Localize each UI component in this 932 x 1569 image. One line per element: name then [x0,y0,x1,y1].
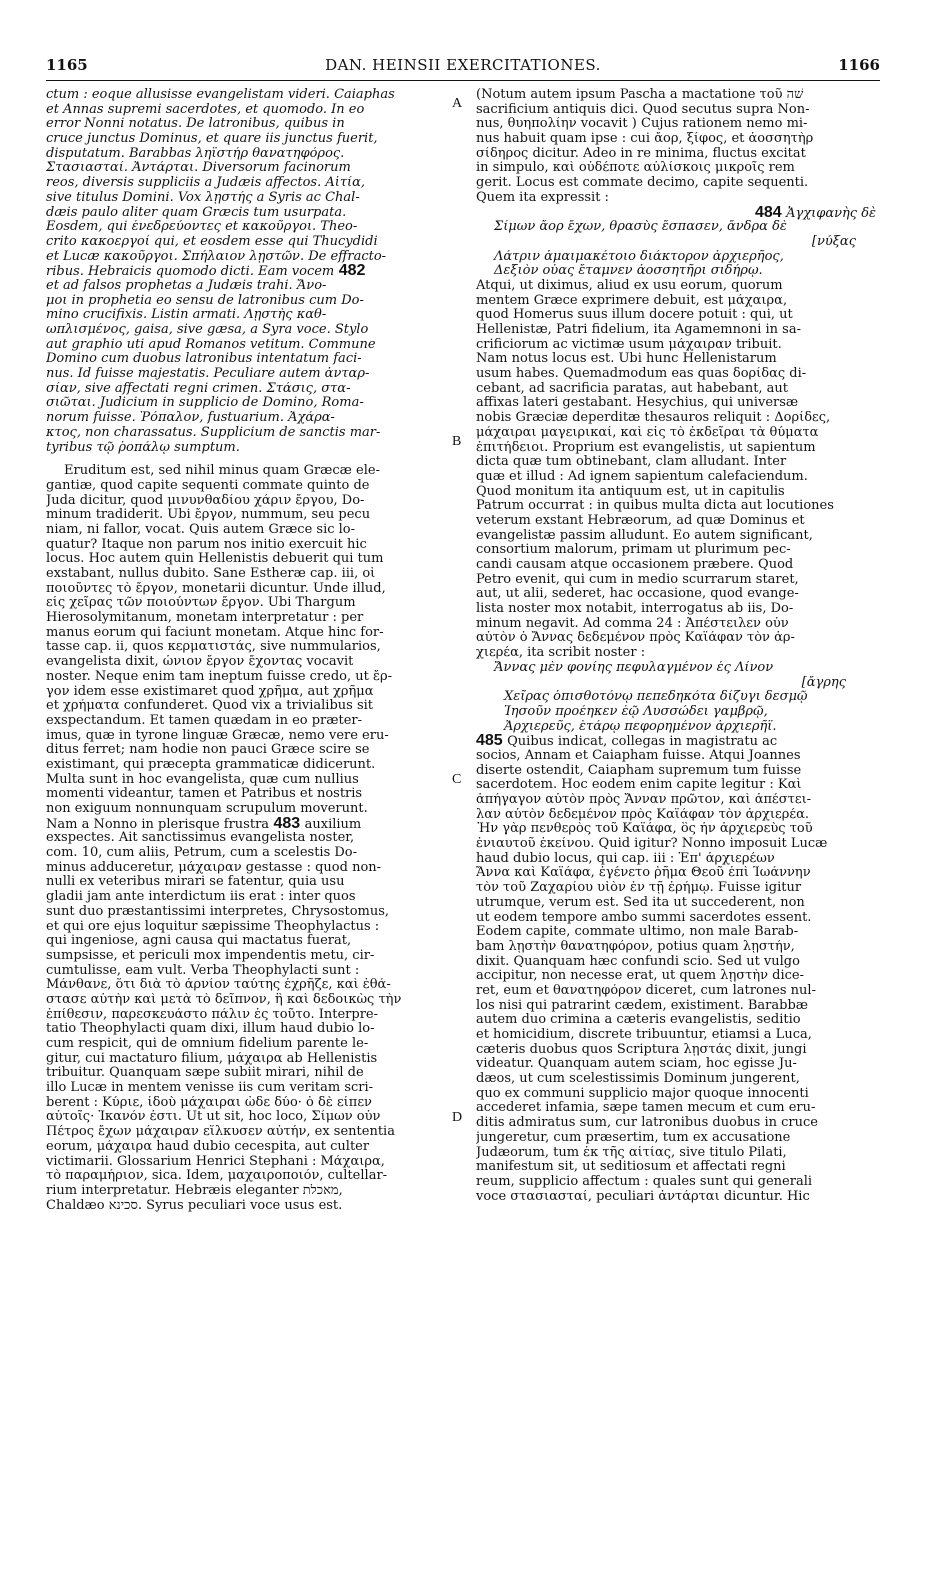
text-line: manus eorum qui faciunt monetam. Atque hinc for- [46,625,384,640]
main-text-left [46,464,446,1213]
text-line: et χρήματα confunderet. Quod vix a trivialibus sit [46,699,374,714]
text-line: σίδηρος dicitur. Adeo in re minima, fluctus excitat [476,146,806,161]
text-line: evangelistæ passim alludunt. Eo autem significant, [476,528,813,543]
text-line: consortium malorum, primam ut plurimum pec- [476,543,791,558]
note-line: ctum : eoque allusisse evangelistam videri. Caiaphas [46,88,395,102]
marginal-number-484: 484 [754,205,787,221]
note-line: ribus. Hebraicis quomodo dicti. Eam vocem 482 [46,264,366,279]
verse-quotation-2 [476,661,880,734]
text-line: gantiæ, quod capite sequenti commate quinto de [46,478,370,493]
main-text-right-3 [476,734,880,1204]
text-line: (Notum autem ipsum Pascha a mactatione τοῦ שׁה [476,88,804,102]
note-line: crito κακοεργοί qui, et eosdem esse qui Thucydidi [46,234,378,249]
text-line: evangelista dixit, ὠνιον ἔργον ἔχοντας vocavit [46,655,354,670]
text-line: usum habes. Quemadmodum eas quas δορίδας di- [476,367,807,382]
text-line: ἐνιαυτοῦ ἐκείνου. Quid igitur? Nonno imposuit Lucæ [476,837,828,852]
note-line: error Nonni notatus. De latronibus, quibus in [46,117,345,132]
text-line: minum negavit. Ad comma 24 : Ἀπέστειλεν οὖν [476,616,789,631]
page-number-right: 1166 [838,56,880,74]
text-line: γον idem esse existimaret quod χρῆμα, aut χρῆμα [46,684,374,699]
text-line: sacrificium antiquis dici. Quod secutus supra Non- [476,102,810,117]
marginal-number-483: 483 [269,816,305,832]
text-line: ut eodem tempore ambo summi sacerdotes essent. [476,910,812,925]
text-line: cumtulisse, eam vult. Verba Theophylacti sunt : [46,963,360,978]
text-line: videatur. Quanquam autem sciam, hoc egisse Ju- [476,1057,797,1072]
verse-line: Ἄννας μὲν φονίης πεφυλαγμένον ἐς Λίνον [494,660,774,675]
text-line: Hierosolymitanum, monetam interpretatur : per [46,611,364,626]
note-line: et ad falsos prophetas a Judæis trahi. Ἄνο- [46,278,327,293]
text-line: Quem ita expressit : [476,190,609,205]
text-line: Ἦν γὰρ πενθερὸς τοῦ Καϊάφα, ὃς ἦν ἀρχιερεὺς τοῦ [476,822,813,837]
text-line: Nam a Nonno in plerisque frustra 483 auxilium [46,816,362,832]
section-marker-a: A [452,96,463,111]
text-line [476,734,880,749]
text-line: Nam notus locus est. Ubi hunc Hellenistarum [476,352,777,367]
text-line: gerit. Locus est commate decimo, capite sequenti. [476,176,809,191]
main-text-right-1 [476,88,880,206]
section-marker-b: B [452,434,462,449]
text-line: socios, Annam et Caiapham fuisse. Atqui Joannes [476,748,801,763]
text-line: exspectandum. Et tamen quædam in eo præter- [46,713,363,728]
page-number-left: 1165 [46,56,88,74]
note-line: σίαν, sive affectati regni crimen. Στάσις, στα- [46,381,351,396]
text-line: voce στασιασταί, peculiari ἀντάρται dicuntur. Hic [476,1189,810,1204]
note-line: tyribus τῷ ῥοπάλῳ sumptum. [46,440,240,455]
text-line: ditis admiratus sum, cur latronibus duobus in cruce [476,1116,818,1131]
text-line: candi causam atque occasionem præbere. Quod [476,558,794,572]
note-line: μοι in prophetia eo sensu de latronibus cum Do- [46,293,364,308]
verse-line [476,250,880,265]
text-line: στασε αὐτὴν καὶ μετὰ τὸ δεῖπνον, ἢ καὶ δεδοικὼς τὴν [46,992,402,1007]
verse-line: Ἰησοῦν προέηκεν ἐῷ Λυσσώδει γαμβρῷ, [504,704,768,719]
text-line: minum tradiderit. Ubi ἔργον, nummum, seu pecu [46,508,371,523]
note-line: mino crucifixis. Listin armati. Λῃστὴς καθ- [46,308,327,323]
text-line: veterum exstant Hebræorum, ad quæ Dominus et [476,513,805,528]
note-line: norum fuisse. Ῥόπαλον, fustuarium. Ἀχάρα- [46,411,335,426]
text-line: nus, θυηπολίην vocavit ) Cujus rationem nemo mi- [476,117,808,132]
running-title: DAN. HEINSII EXERCITATIONES. [325,56,601,74]
section-marker-c: C [452,772,462,787]
verse-text: Σίμων ἄορ ἔχων, θρασὺς ἔσπασεν, ἄνδρα δὲ [494,220,787,235]
text-line: manifestum sit, ut seditiosum et affectati regni [476,1160,786,1175]
text-line: non exiguum nonnunquam scrupulum moverunt. [46,802,368,816]
text-line: tasse cap. ii, quos κερματιστάς, sive nummularios, [46,640,381,655]
text-line: dixit. Quanquam hæc confundi scio. Sed ut vulgo [476,954,800,969]
text-line: gladii jam ante interdictum iis erat : inter quos [46,890,356,905]
text-line: in simpulo, καὶ οὐδέποτε αὐλίσκοις μικροῖς rem [476,161,795,176]
text-line: Patrum occurrat : in quibus multa dicta aut locutiones [476,499,834,514]
text-line: accederet infamia, sæpe tamen mecum et cum eru- [476,1101,816,1116]
text-line: los nisi qui patrarint cædem, existiment. Barabbæ [476,998,808,1013]
text-line: cebant, ad sacrificia paratas, aut habebant, aut [476,381,789,396]
text-line: μάχαιραι μαγειρικαί, καὶ εἰς τὸ ἐκδεῖραι τὰ θύματα [476,425,819,440]
text-line: sacerdotem. Hoc eodem enim capite legitur : Καὶ [476,778,802,793]
text-line: Chaldæo סכינא. Syrus peculiari voce usus est. [46,1198,343,1213]
text-line: tatio Theophylacti quam dixi, illum haud dubio lo- [46,1022,375,1037]
note-line: dæis paulo aliter quam Græcis tum usurpata. [46,205,347,220]
text-line: bam λῃστὴν θανατηφόρον, potius quam λῃστήν, [476,939,795,954]
text-line: Hellenistæ, Patri fidelium, ita Agamemnoni in sa- [476,323,801,337]
text-line: nulli ex veteribus mirari se fatentur, quia usu [46,875,345,890]
text-line: nobis Græciæ deperditæ thesauros reliquit : Δορίδες, [476,411,831,426]
text-line: quæ et illud : Ad ignem sapientum calefaciendum. [476,469,808,484]
verse-line [476,206,880,221]
note-line: aut graphio uti apud Romanos vetitum. Commune [46,337,376,352]
text-line: illo Lucæ in mentem venisse iis cum veritam scri- [46,1081,374,1096]
text-line: exspectes. Ait sanctissimus evangelista noster, [46,831,355,846]
text-line: momenti videantur, tamen et Patribus et nostris [46,787,363,802]
verse-line: Χεῖρας ὀπισθοτόνῳ πεπεδηκότα δίζυγι δεσμῷ [504,690,808,705]
text-line: utrumque, verum est. Sed ita ut succederent, non [476,895,805,910]
text-line: Atqui, ut diximus, aliud ex usu eorum, quorum [476,278,783,293]
text-line: αὐτὸν ὁ Ἄννας δεδεμένον πρὸς Καϊάφαν τὸν ἀρ- [476,631,795,646]
text-line: haud dubio locus, qui cap. iii : Ἐπ' ἀρχιερέων [476,851,775,866]
text-line: cæteris duobus quos Scriptura λῃστάς dixit, jungi [476,1042,807,1057]
verse-line: [ἄγρης [801,675,846,690]
text-line: ἐπίθεσιν, παρεσκευάστο πάλιν ἐς τοῦτο. Interpre- [46,1007,379,1022]
note-line: nus. Id fuisse majestatis. Peculiare autem ἀνταρ- [46,367,370,382]
verse-line [476,220,880,235]
right-column [476,88,880,1204]
verse-text: Ἀγχιφανὴς δὲ [786,205,876,221]
text-line: εἰς χεῖρας τῶν ποιούντων ἔργον. Ubi Thargum [46,596,356,611]
line-tail: auxilium [304,816,362,832]
text-line: Πέτρος ἔχων μάχαιραν εἵλκυσεν αὐτήν, ex sententia [46,1125,395,1140]
note-line: κτος, non charassatus. Supplicium de sanctis mar- [46,425,381,440]
text-line: berent : Κύριε, ἰδοὺ μάχαιραι ὧδε δύο· ὁ δὲ εἶπεν [46,1095,372,1110]
text-line: cum respicit, qui de omnium fidelium parente le- [46,1037,369,1051]
text-line: mentem Græce exprimere debuit, est μάχαιρα, [476,293,788,308]
text-line: quatur? Itaque non parum nos initio exercuit hic [46,537,367,552]
text-line: minus adduceretur, μάχαιραν gestasse : quod non- [46,860,382,875]
text-line: et homicidium, discrete tribuuntur, etiamsi a Luca, [476,1028,812,1042]
text-line: existimant, qui præcepta grammaticæ didicerunt. [46,757,376,772]
note-line: ωπλισμένος, gaisa, sive gæsa, a Syra voce. Stylo [46,323,369,337]
text-line: τὸ παραμήριον, sica. Idem, μαχαιροποιόν, cultellar- [46,1169,388,1184]
text-line: ret, eum et θανατηφόρον diceret, cum latrones nul- [476,983,816,998]
text-line: jungeretur, cum præsertim, tum ex accusatione [476,1130,791,1145]
text-line: noster. Neque enim tam ineptum fuisse credo, ut ἔρ- [46,669,392,684]
text-line: dicta quæ tum obtinebant, clam alludant. Inter [476,455,787,470]
text-line: ἐπιτήδειοι. Proprium est evangelistis, ut sapientum [476,440,816,455]
text-line: ditus ferret; nam hodie non pauci Græce scire se [46,743,370,758]
text-line: accipitur, non necesse erat, ut quem λῃστὴν dice- [476,969,804,984]
verse-text: Δεξιὸν οὖας ἔταμνεν ἀοσσητῆρι σιδήρῳ. [494,264,763,279]
marginal-number-485: 485 [476,734,508,749]
text-line: χιερέα, ita scribit noster : [476,646,646,661]
text-line: locus. Hoc autem quin Hellenistis debuerit qui tum [46,552,384,567]
text-line: autem duo crimina a cæteris evangelistis, seditio [476,1013,801,1028]
note-line: et Lucæ κακοῦργοι. Σπήλαιον λῃστῶν. De effracto- [46,249,387,264]
text-line: com. 10, cum aliis, Petrum, cum a scelestis Do- [46,846,358,861]
note-line: sive titulus Domini. Vox λῃστής a Syris ac Chal- [46,190,360,205]
text-line: et qui ore ejus loquitur sæpissime Theophylactus : [46,919,380,934]
text-line: qui ingeniose, agni causa qui mactatus fuerat, [46,934,352,949]
text-line: diserte ostendit, Caiapham supremum tum fuisse [476,763,802,778]
summary-note [46,88,446,455]
text-line: ἀπήγαγον αὐτὸν πρὸς Ἄνναν πρῶτον, καὶ ἀπέστει- [476,793,812,807]
verse-line [476,264,880,279]
text-line: Juda dicitur, quod μινυνθαδίου χάριν ἔργου, Do- [46,493,365,508]
text-line: sumpsisse, et periculi mox impendentis metu, cir- [46,948,375,963]
note-line: Domino cum duobus latronibus intentatum faci- [46,352,362,367]
text-line: gitur, cui mactaturo filium, μάχαιρα ab Hellenistis [46,1051,378,1066]
line-tail: Quibus indicat, collegas in magistratu ac [507,734,778,749]
verse-text: [νύξας [811,234,856,249]
text-line: τὸν τοῦ Ζαχαρίου υἱὸν ἐν τῇ ἐρήμῳ. Fuisse igitur [476,881,802,896]
text-line: αὐτοῖς· Ἱκανόν ἐστι. Ut ut sit, hoc loco, Σίμων οὖν [46,1110,381,1125]
text-line: exstabant, nullus dubito. Sane Estheræ cap. iii, οἱ [46,567,376,581]
text-line: quod Homerus suus illum docere potuit : qui, ut [476,308,793,323]
text-line: Judæorum, tum ἐκ τῆς αἰτίας, sive titulo Pilati, [476,1145,787,1160]
text-line: lista noster mox notabit, interrogatus ab iis, Do- [476,602,794,617]
text-line: Eruditum est, sed nihil minus quam Græcæ ele- [64,464,380,479]
text-line: eorum, μάχαιρα haud dubio cecespita, aut culter [46,1139,370,1154]
text-line: Ἄννα καὶ Καϊάφα, ἐγένετο ῥῆμα Θεοῦ ἐπὶ Ἰωάννην [476,866,811,881]
verse-line: Ἀρχιερεῦς, ἑτάρῳ πεφορημένον ἀρχιερῆϊ. [504,719,777,734]
note-line: disputatum. Barabbas ληϊστήρ θανατηφόρος. [46,146,345,161]
text-line: λαν αὐτὸν δεδεμένον πρὸς Καϊάφαν τὸν ἀρχιερέα. [476,807,810,822]
verse-text: Λάτριν ἀμαιμακέτοιο διάκτορον ἀρχιερῆος, [494,249,784,264]
text-line: Petro evenit, qui cum in medio scurrarum staret, [476,572,799,587]
note-line: σιῶται. Judicium in supplicio de Domino, Roma- [46,396,364,411]
verse-quotation-484 [476,206,880,279]
note-line: Eosdem, qui ἐνεδρεύοντες et κακοῦργοι. Theo- [46,220,358,235]
text-line: quo ex communi supplicio major quoque innocenti [476,1086,809,1101]
running-header [46,56,880,81]
text-line: reum, supplicio affectum : quales sunt qui generali [476,1174,813,1189]
text-line: Μάνθανε, ὅτι διὰ τὸ ἀρνίον ταύτης ἐχρῆζε, καὶ ἐθά- [46,978,391,993]
note-line: reos, diversis suppliciis a Judæis affectos. Αἰτία, [46,176,366,191]
note-line: et Annas supremi sacerdotes, et quomodo. In eo [46,102,365,117]
section-marker-d: D [452,1110,463,1125]
text-line: ποιοῦντες τὸ ἔργον, monetarii dicuntur. Unde illud, [46,581,386,596]
text-line: imus, quæ in tyrone linguæ Græcæ, nemo vere eru- [46,728,389,743]
text-line: crificiorum ac victimæ usum μάχαιραν tribuit. [476,337,782,352]
note-line: cruce junctus Dominus, et quare iis junctus fuerit, [46,132,378,147]
marginal-number-482: 482 [334,264,366,279]
verse-line [476,235,880,250]
text-line: affixas lateri gestabant. Hesychius, qui universæ [476,396,799,411]
text-line: Multa sunt in hoc evangelista, quæ cum nullius [46,772,359,787]
left-column [46,88,446,1213]
text-line: dæos, ut cum scelestissimis Dominum jungerent, [476,1072,800,1087]
text-line: nus habuit quam ipse : cui ἄορ, ξίφος, et ἀοσσητὴρ [476,132,814,147]
main-text-right-2 [476,279,880,661]
text-line: Eodem capite, commate ultimo, non male Barab- [476,925,799,940]
text-line: niam, ni fallor, vocat. Quis autem Græce sic lo- [46,522,356,537]
text-line: aut, ut alii, sederet, hac occasione, quod evange- [476,587,799,602]
text-line: rium interpretatur. Hebræis eleganter מאכלת, [46,1183,343,1198]
note-line: Στασιασταί. Ἀντάρται. Diversorum facinorum [46,161,351,176]
text-line: victimarii. Glossarium Henrici Stephani : Μάχαιρα, [46,1154,385,1169]
text-line: sunt duo præstantissimi interpretes, Chrysostomus, [46,904,390,919]
text-line: Quod monitum ita antiquum est, ut in capitulis [476,484,785,499]
text-line: tribuitur. Quanquam sæpe subiit mirari, nihil de [46,1066,364,1081]
